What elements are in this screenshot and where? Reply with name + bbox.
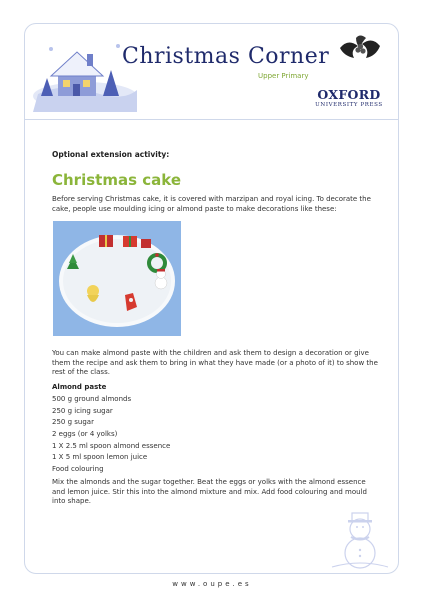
- holly-icon: [336, 34, 384, 64]
- ingredient-item: 500 g ground almonds: [52, 395, 132, 403]
- header-divider: [24, 119, 399, 120]
- publisher-logo: OXFORD: [317, 87, 381, 102]
- ingredient-item: Food colouring: [52, 465, 104, 474]
- cake-photo: [53, 221, 181, 336]
- ingredient-item: 250 g sugar: [52, 418, 94, 427]
- ingredient-list: [52, 394, 170, 476]
- recipe-title: Almond paste: [52, 383, 107, 391]
- activity-paragraph: You can make almond paste with the children and ask them to design a decoration or give them the recipe and ask them to bring in what they have made (or a photo of it) to show the rest of the class.: [52, 349, 378, 376]
- ingredient-item: 1 X 2.5 ml spoon almond essence: [52, 441, 171, 450]
- snowman-illustration: [330, 495, 390, 570]
- section-label: Optional extension activity:: [52, 150, 170, 159]
- ingredient-item: 250 g icing sugar: [52, 406, 113, 415]
- footer-url[interactable]: www.oupe.es: [172, 580, 252, 588]
- activity-heading: Christmas cake: [52, 171, 181, 189]
- method-paragraph: Mix the almonds and the sugar together. Beat the eggs or yolks with the almond essence and lemon juice. Stir this into the almond mixture and mix. Add food colouring and mould into shape.: [52, 478, 367, 505]
- ingredient-item: 2 eggs (or 4 yolks): [52, 430, 118, 439]
- page-title: Christmas Corner: [122, 44, 330, 69]
- intro-paragraph: Before serving Christmas cake, it is covered with marzipan and royal icing. To decorate the cake, people use moulding icing or almond paste to make decorations like these:: [52, 195, 371, 213]
- page-subtitle: Upper Primary: [258, 72, 309, 80]
- publisher-subtitle: UNIVERSITY PRESS: [315, 102, 383, 108]
- ingredient-item: 1 X 5 ml spoon lemon juice: [52, 453, 148, 462]
